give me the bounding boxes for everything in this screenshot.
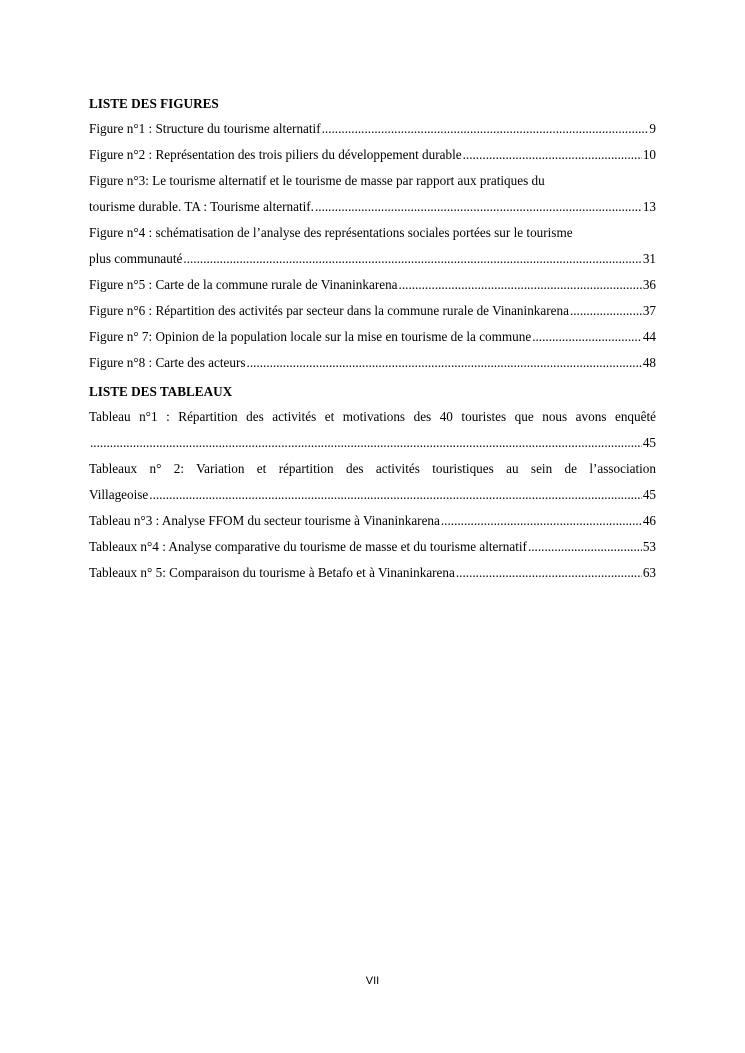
page-ref: 46 <box>642 513 656 528</box>
figure-title: Figure n°5 : Carte de la commune rurale de Vinaninkarena <box>89 277 398 292</box>
figure-entry-2[interactable] <box>89 142 656 168</box>
page-ref: 63 <box>642 565 656 580</box>
figure-title: tourisme durable. TA : Tourisme alternatif. <box>89 199 314 214</box>
figure-title-line: Figure n°3: Le tourisme alternatif et le tourisme de masse par rapport aux pratiques du <box>89 173 545 188</box>
dot-leader <box>247 350 642 376</box>
page-ref: 48 <box>642 355 656 370</box>
page-ref: 45 <box>642 435 656 450</box>
dot-leader <box>570 298 642 324</box>
tables-heading: LISTE DES TABLEAUX <box>89 384 233 399</box>
table-title-line: Tableau n°1 : Répartition des activités et motivations des 40 touristes que nous avons enquêté <box>89 409 656 424</box>
table-title: Villageoise <box>89 487 149 502</box>
figure-entry-3[interactable] <box>89 168 656 220</box>
dot-leader <box>463 142 642 168</box>
figure-title: Figure n°6 : Répartition des activités par secteur dans la commune rurale de Vinaninkarena <box>89 303 569 318</box>
figure-title: Figure n°1 : Structure du tourisme alternatif <box>89 121 321 136</box>
table-entry-1[interactable] <box>89 404 656 456</box>
page-number: VII <box>365 975 380 987</box>
dot-leader <box>399 272 642 298</box>
page-ref: 45 <box>642 487 656 502</box>
table-title: Tableau n°3 : Analyse FFOM du secteur tourisme à Vinaninkarena <box>89 513 440 528</box>
figure-entry-5[interactable] <box>89 272 656 298</box>
table-entry-3[interactable] <box>89 508 656 534</box>
page-content <box>89 92 656 586</box>
dot-leader <box>183 246 641 272</box>
figure-title: Figure n° 7: Opinion de la population locale sur la mise en tourisme de la commune <box>89 329 532 344</box>
figures-heading: LISTE DES FIGURES <box>89 96 219 111</box>
figure-entry-1[interactable] <box>89 116 656 142</box>
page-ref: 37 <box>642 303 656 318</box>
page-ref: 13 <box>642 199 656 214</box>
figure-entry-6[interactable] <box>89 298 656 324</box>
page-ref: 53 <box>642 539 656 554</box>
dot-leader <box>322 116 649 142</box>
figure-title: Figure n°8 : Carte des acteurs <box>89 355 246 370</box>
table-entry-2[interactable] <box>89 456 656 508</box>
figure-title: plus communauté <box>89 251 183 266</box>
page-ref: 10 <box>642 147 656 162</box>
dot-leader <box>149 482 642 508</box>
table-title: Tableaux n° 5: Comparaison du tourisme à Betafo et à Vinaninkarena <box>89 565 455 580</box>
table-title-line: Tableaux n° 2: Variation et répartition des activités touristiques au sein de l’association <box>89 461 656 476</box>
figure-entry-7[interactable] <box>89 324 656 350</box>
page-ref: 44 <box>642 329 656 344</box>
figure-title: Figure n°2 : Représentation des trois piliers du développement durable <box>89 147 462 162</box>
figure-entry-8[interactable] <box>89 350 656 376</box>
dot-leader <box>456 560 642 586</box>
dot-leader <box>315 194 642 220</box>
table-entry-5[interactable] <box>89 560 656 586</box>
table-entry-4[interactable] <box>89 534 656 560</box>
dot-leader <box>532 324 642 350</box>
dot-leader <box>90 430 642 456</box>
page-ref: 36 <box>642 277 656 292</box>
page-ref: 31 <box>642 251 656 266</box>
dot-leader <box>528 534 642 560</box>
figure-entry-4[interactable] <box>89 220 656 272</box>
dot-leader <box>441 508 642 534</box>
table-title: Tableaux n°4 : Analyse comparative du tourisme de masse et du tourisme alternatif <box>89 539 527 554</box>
figure-title-line: Figure n°4 : schématisation de l’analyse des représentations sociales portées sur le tourisme <box>89 225 573 240</box>
page-ref: 9 <box>649 121 656 136</box>
